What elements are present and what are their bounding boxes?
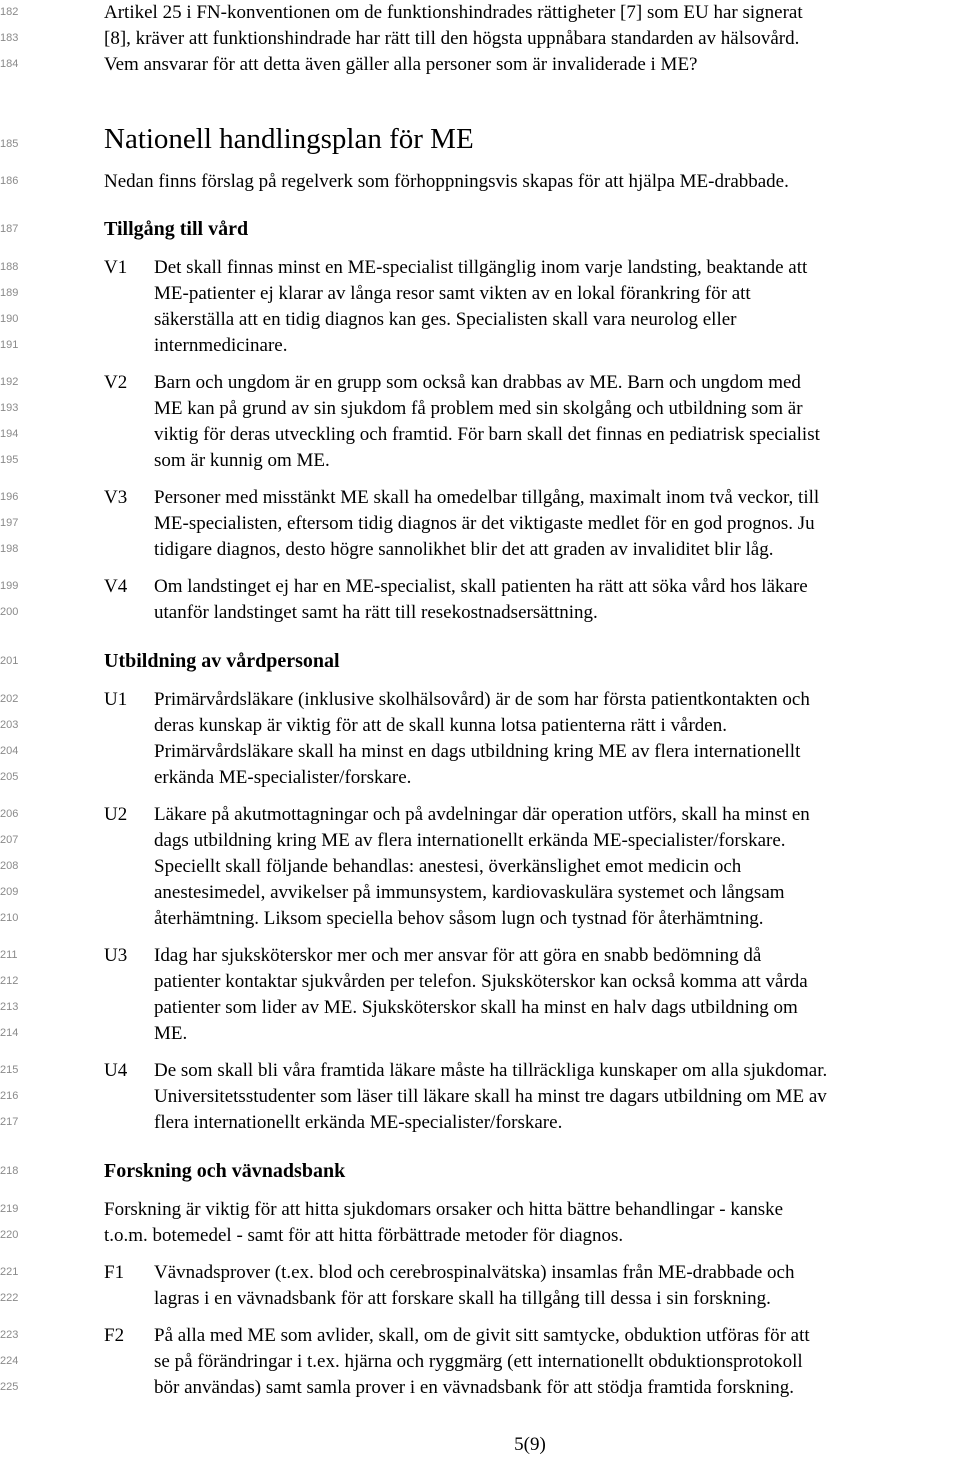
line-number: 212 — [0, 975, 19, 987]
section-title: Nationell handlingsplan för ME — [104, 123, 474, 155]
line-number: 219 — [0, 1203, 19, 1215]
line-number: 213 — [0, 1001, 19, 1013]
item-text-line: deras kunskap är viktig för att de skall kunna lotsa patienterna rätt i vården. — [154, 715, 727, 736]
item-text-line: ME. — [154, 1023, 188, 1044]
line-number: 221 — [0, 1266, 19, 1278]
line-number: 217 — [0, 1116, 19, 1128]
item-text-line: Barn och ungdom är en grupp som också kan drabbas av ME. Barn och ungdom med — [154, 372, 801, 393]
line-number: 208 — [0, 860, 19, 872]
body-text-line: Forskning är viktig för att hitta sjukdomars orsaker och hitta bättre behandlingar - kanske — [104, 1199, 784, 1220]
line-number: 187 — [0, 223, 19, 235]
item-tag: U2 — [104, 804, 128, 825]
item-tag: V3 — [104, 487, 128, 508]
body-text-line: t.o.m. botemedel - samt för att hitta förbättrade metoder för diagnos. — [104, 1225, 624, 1246]
line-number: 223 — [0, 1329, 19, 1341]
line-number: 193 — [0, 402, 19, 414]
item-tag: F2 — [104, 1325, 125, 1346]
line-number: 214 — [0, 1027, 19, 1039]
line-number: 199 — [0, 580, 19, 592]
line-number: 215 — [0, 1064, 19, 1076]
item-tag: U4 — [104, 1060, 128, 1081]
line-number: 220 — [0, 1229, 19, 1241]
line-number: 206 — [0, 808, 19, 820]
line-number: 197 — [0, 517, 19, 529]
item-text-line: dags utbildning kring ME av flera internationellt erkända ME-specialister/forskare. — [154, 830, 786, 851]
item-text-line: tidigare diagnos, desto högre sannolikhet blir det att graden av invaliditet blir låg. — [154, 539, 774, 560]
line-number: 184 — [0, 58, 19, 70]
item-tag: V2 — [104, 372, 128, 393]
item-tag: U1 — [104, 689, 128, 710]
item-tag: V1 — [104, 257, 128, 278]
line-number: 224 — [0, 1355, 19, 1367]
item-text-line: utanför landstinget samt ha rätt till resekostnadsersättning. — [154, 602, 598, 623]
item-text-line: De som skall bli våra framtida läkare måste ha tillräckliga kunskaper om alla sjukdomar. — [154, 1060, 828, 1081]
line-number: 207 — [0, 834, 19, 846]
line-number: 203 — [0, 719, 19, 731]
item-text-line: lagras i en vävnadsbank för att forskare skall ha tillgång till dessa i sin forskning. — [154, 1288, 771, 1309]
body-text-line: [8], kräver att funktionshindrade har rätt till den högsta uppnåbara standarden av hälsovård. — [104, 28, 800, 49]
item-text-line: anestesimedel, avvikelser på immunsystem, kardiovaskulära systemet och långsam — [154, 882, 785, 903]
section-intro: Nedan finns förslag på regelverk som förhoppningsvis skapas för att hjälpa ME-drabbade. — [104, 171, 789, 192]
item-text-line: Det skall finnas minst en ME-specialist tillgänglig inom varje landsting, beaktande att — [154, 257, 808, 278]
line-number: 204 — [0, 745, 19, 757]
line-number: 200 — [0, 606, 19, 618]
line-number: 188 — [0, 261, 19, 273]
line-number: 198 — [0, 543, 19, 555]
line-number: 225 — [0, 1381, 19, 1393]
item-text-line: Personer med misstänkt ME skall ha omedelbar tillgång, maximalt inom två veckor, till — [154, 487, 820, 508]
item-text-line: Vävnadsprover (t.ex. blod och cerebrospinalvätska) insamlas från ME-drabbade och — [154, 1262, 795, 1283]
line-number: 189 — [0, 287, 19, 299]
item-text-line: flera internationellt erkända ME-specialister/forskare. — [154, 1112, 563, 1133]
item-text-line: ME kan på grund av sin sjukdom få problem med sin skolgång och utbildning som är — [154, 398, 803, 419]
subsection-title: Utbildning av vårdpersonal — [104, 650, 340, 672]
item-text-line: patienter som lider av ME. Sjuksköterskor skall ha minst en halv dags utbildning om — [154, 997, 798, 1018]
line-number: 202 — [0, 693, 19, 705]
subsection-title: Tillgång till vård — [104, 218, 249, 240]
item-text-line: Universitetsstudenter som läser till läkare skall ha minst tre dagars utbildning om ME av — [154, 1086, 827, 1107]
body-text-line: Vem ansvarar för att detta även gäller alla personer som är invaliderade i ME? — [104, 54, 698, 75]
line-number: 194 — [0, 428, 19, 440]
line-number: 216 — [0, 1090, 19, 1102]
item-text-line: se på förändringar i t.ex. hjärna och ryggmärg (ett internationellt obduktionsprotokoll — [154, 1351, 803, 1372]
line-number: 218 — [0, 1165, 19, 1177]
line-number: 182 — [0, 6, 19, 18]
item-text-line: Primärvårdsläkare skall ha minst en dags utbildning kring ME av flera internationellt — [154, 741, 801, 762]
item-text-line: Primärvårdsläkare (inklusive skolhälsovård) är de som har första patientkontakten och — [154, 689, 810, 710]
item-text-line: som är kunnig om ME. — [154, 450, 330, 471]
item-text-line: Läkare på akutmottagningar och på avdelningar där operation utförs, skall ha minst en — [154, 804, 810, 825]
line-number: 210 — [0, 912, 19, 924]
item-text-line: Speciellt skall följande behandlas: anestesi, överkänslighet emot medicin och — [154, 856, 742, 877]
item-tag: U3 — [104, 945, 128, 966]
line-number: 205 — [0, 771, 19, 783]
item-text-line: Idag har sjuksköterskor mer och mer ansvar för att göra en snabb bedömning då — [154, 945, 762, 966]
line-number: 196 — [0, 491, 19, 503]
item-text-line: erkända ME-specialister/forskare. — [154, 767, 412, 788]
item-text-line: internmedicinare. — [154, 335, 288, 356]
item-text-line: bör användas) samt samla prover i en vävnadsbank för att stödja framtida forskning. — [154, 1377, 795, 1398]
line-number: 183 — [0, 32, 19, 44]
page-number: 5(9) — [514, 1434, 546, 1455]
item-text-line: patienter kontaktar sjukvården per telefon. Sjuksköterskor kan också komma att vårda — [154, 971, 808, 992]
body-text-line: Artikel 25 i FN-konventionen om de funktionshindrades rättigheter [7] som EU har signerat — [104, 2, 803, 23]
item-tag: F1 — [104, 1262, 125, 1283]
line-number: 195 — [0, 454, 19, 466]
item-text-line: Om landstinget ej har en ME-specialist, skall patienten ha rätt att söka vård hos läkare — [154, 576, 808, 597]
subsection-title: Forskning och vävnadsbank — [104, 1160, 346, 1182]
line-number: 186 — [0, 175, 19, 187]
item-tag: V4 — [104, 576, 128, 597]
item-text-line: säkerställa att en tidig diagnos kan ges. Specialisten skall vara neurolog eller — [154, 309, 737, 330]
line-number: 190 — [0, 313, 19, 325]
line-number: 201 — [0, 655, 19, 667]
item-text-line: återhämtning. Liksom speciella behov såsom lugn och tystnad för återhämtning. — [154, 908, 764, 929]
line-number: 185 — [0, 138, 19, 150]
item-text-line: ME-specialisten, eftersom tidig diagnos är det viktigaste medlet för en god prognos. Ju — [154, 513, 815, 534]
line-number: 209 — [0, 886, 19, 898]
item-text-line: På alla med ME som avlider, skall, om de givit sitt samtycke, obduktion utföras för att — [154, 1325, 810, 1346]
line-number: 192 — [0, 376, 19, 388]
line-number: 211 — [0, 949, 18, 961]
line-number: 191 — [0, 339, 19, 351]
item-text-line: viktig för deras utveckling och framtid. För barn skall det finnas en pediatrisk specialist — [154, 424, 820, 445]
line-number: 222 — [0, 1292, 19, 1304]
item-text-line: ME-patienter ej klarar av långa resor samt vikten av en lokal förankring för att — [154, 283, 751, 304]
